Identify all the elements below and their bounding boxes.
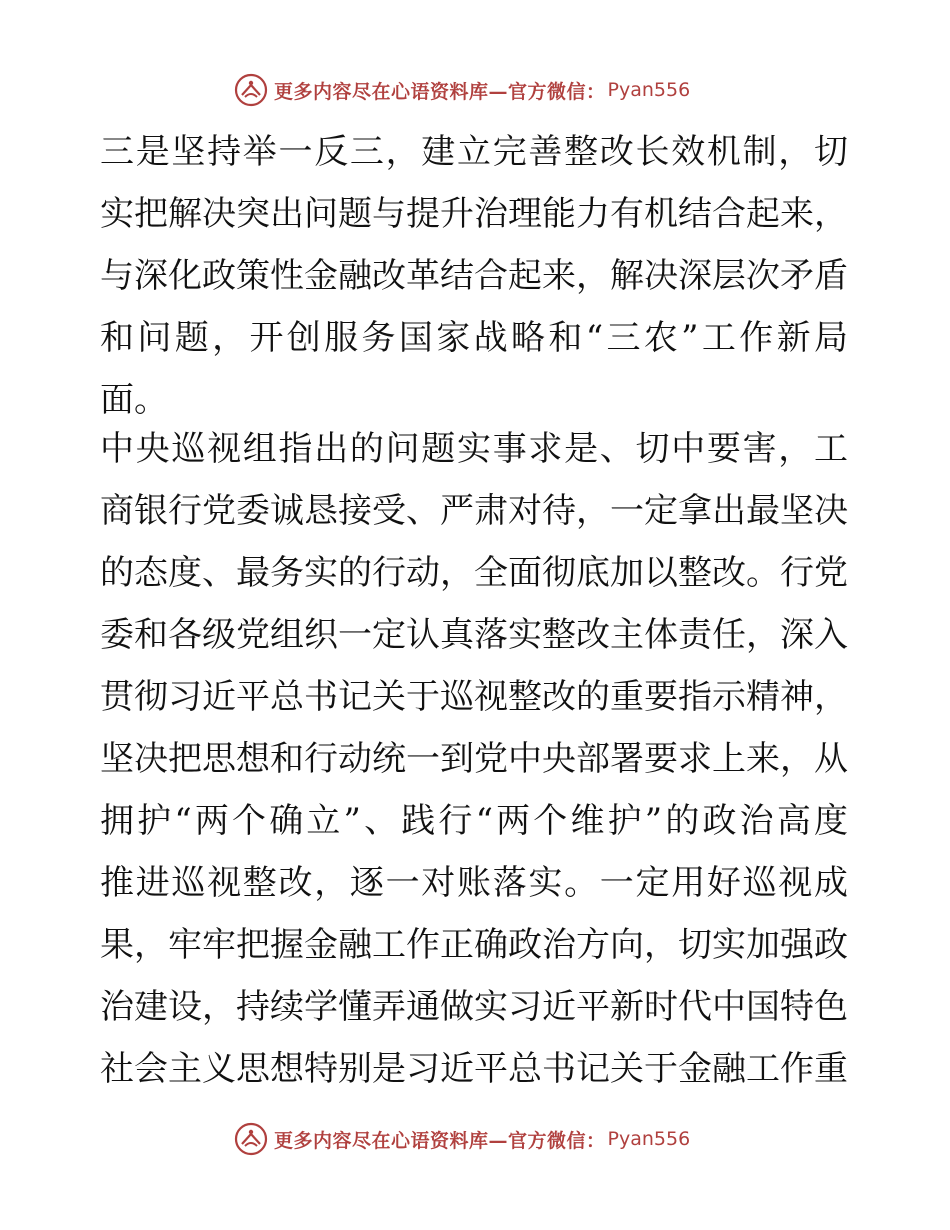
text-line: 商银行党委诚恳接受、严肃对待，一定拿出最坚决 xyxy=(100,491,848,531)
footer-banner-text: 更多内容尽在心语资料库—官方微信： xyxy=(274,1129,606,1152)
book-logo-icon xyxy=(234,1122,268,1156)
text-line: 推进巡视整改，逐一对账落实。一定用好巡视成 xyxy=(100,863,848,903)
text-line: 实把解决突出问题与提升治理能力有机结合起来， xyxy=(100,194,848,234)
text-line: 贯彻习近平总书记关于巡视整改的重要指示精神， xyxy=(100,677,848,717)
text-line: 面。 xyxy=(100,380,168,420)
text-line: 的态度、最务实的行动，全面彻底加以整改。行党 xyxy=(100,553,848,593)
text-line: 与深化政策性金融改革结合起来，解决深层次矛盾 xyxy=(100,256,848,296)
text-line: 治建设，持续学懂弄通做实习近平新时代中国特色 xyxy=(100,987,848,1027)
text-line: 果，牢牢把握金融工作正确政治方向，切实加强政 xyxy=(100,925,848,965)
text-line: 和问题，开创服务国家战略和“三农”工作新局 xyxy=(100,318,848,358)
footer-banner xyxy=(234,1121,690,1157)
footer-wechat-id: Pyan556 xyxy=(607,1128,691,1150)
header-wechat-id: Pyan556 xyxy=(607,79,691,101)
book-logo-icon xyxy=(234,73,268,107)
text-line: 社会主义思想特别是习近平总书记关于金融工作重 xyxy=(100,1049,848,1089)
text-line: 拥护“两个确立”、践行“两个维护”的政治高度 xyxy=(100,801,848,841)
text-line: 坚决把思想和行动统一到党中央部署要求上来，从 xyxy=(100,739,848,779)
paragraph-1 xyxy=(100,121,848,431)
text-line: 中央巡视组指出的问题实事求是、切中要害，工 xyxy=(100,429,848,469)
header-banner-text: 更多内容尽在心语资料库—官方微信： xyxy=(274,80,606,103)
paragraph-2 xyxy=(100,418,848,1100)
header-banner xyxy=(234,72,690,108)
text-line: 委和各级党组织一定认真落实整改主体责任，深入 xyxy=(100,615,848,655)
text-line: 三是坚持举一反三，建立完善整改长效机制，切 xyxy=(100,132,848,172)
